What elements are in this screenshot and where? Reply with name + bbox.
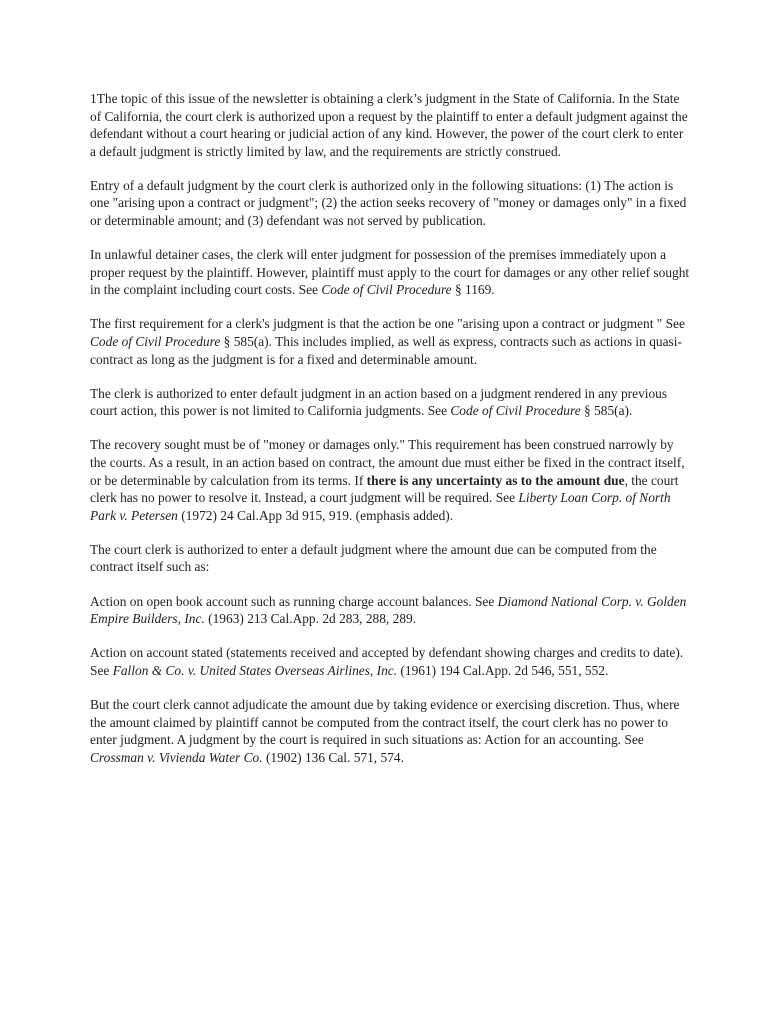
paragraph-5 — [90, 385, 690, 420]
case-citation: Code of Civil Procedure — [450, 403, 581, 419]
text-run: (1902) 136 Cal. 571, 574. — [262, 749, 404, 765]
document-body — [90, 90, 690, 783]
paragraph-2 — [90, 177, 690, 230]
text-run: But the court clerk cannot adjudicate the amount due by taking evidence or exercising discretion. Thus, where the amount claimed by plaintiff cannot be computed from the contract itself, the court clerk has no power to enter judgment. A judgment by the court is required in such situations as: Action for an accounting. See — [90, 696, 680, 748]
text-run: (1972) 24 Cal.App 3d 915, 919. (emphasis added). — [177, 507, 454, 523]
case-citation: Liberty Loan Corp. of North Park v. Petersen — [90, 490, 671, 523]
case-citation: Crossman v. Vivienda Water Co. — [90, 749, 263, 765]
case-citation: Fallon & Co. v. United States Overseas Airlines, Inc. — [112, 662, 398, 678]
text-run: In unlawful detainer cases, the clerk will enter judgment for possession of the premises immediately upon a proper request by the plaintiff. However, plaintiff must apply to the court for damages or any other relief sought in the complaint including court costs. See — [90, 247, 690, 298]
paragraph-10 — [90, 696, 690, 766]
emphasized-text: there is any uncertainty as to the amount due — [366, 472, 625, 488]
text-run: § 1169. — [451, 282, 495, 298]
text-run: Action on open book account such as running charge account balances. See — [90, 593, 498, 609]
text-run: 1The topic of this issue of the newsletter is obtaining a clerk’s judgment in the State of California. In the State of California, the court clerk is authorized upon a request by the plaintiff to enter a default judgment against the defendant without a court hearing or judicial action of any kind. However, the power of the court clerk to enter a default judgment is strictly limited by law, and the requirements are strictly construed. — [90, 91, 688, 159]
text-run: Action on account stated (statements received and accepted by defendant showing charges and credits to date). See — [90, 645, 684, 678]
text-run: The first requirement for a clerk's judgment is that the action be one "arising upon a contract or judgment " See — [90, 316, 685, 332]
paragraph-6 — [90, 436, 690, 524]
paragraph-8 — [90, 593, 690, 628]
text-run: § 585(a). — [580, 403, 633, 419]
paragraph-4 — [90, 315, 690, 368]
case-citation: Code of Civil Procedure — [90, 334, 221, 350]
case-citation: Code of Civil Procedure — [321, 282, 452, 298]
paragraph-1 — [90, 90, 690, 160]
text-run: The court clerk is authorized to enter a default judgment where the amount due can be computed from the contract itself such as: — [90, 541, 657, 575]
text-run: (1961) 194 Cal.App. 2d 546, 551, 552. — [397, 662, 609, 678]
text-run: Entry of a default judgment by the court clerk is authorized only in the following situations: (1) The action is one "arising upon a contract or judgment"; (2) the action seeks recovery of "money or damages only" in a fixed or determinable amount; and (3) defendant was not served by publication. — [90, 177, 687, 229]
paragraph-3 — [90, 246, 690, 299]
text-run: The clerk is authorized to enter default judgment in an action based on a judgment rendered in any previous court action, this power is not limited to California judgments. See — [90, 385, 668, 419]
paragraph-7 — [90, 541, 690, 576]
text-run: § 585(a). This includes implied, as well as express, contracts such as actions in quasi-contract as long as the judgment is for a fixed and determinable amount. — [90, 334, 682, 367]
text-run: (1963) 213 Cal.App. 2d 283, 288, 289. — [204, 611, 417, 627]
paragraph-9 — [90, 644, 690, 679]
text-run: , the court clerk has no power to resolve it. Instead, a court judgment will be required. See — [90, 472, 679, 506]
text-run: The recovery sought must be of "money or damages only." This requirement has been construed narrowly by the courts. As a result, in an action based on contract, the amount due must either be fixed in the contract itself, or be determinable by calculation from its terms. If — [90, 437, 685, 488]
case-citation: Diamond National Corp. v. Golden Empire Builders, Inc. — [90, 593, 687, 627]
